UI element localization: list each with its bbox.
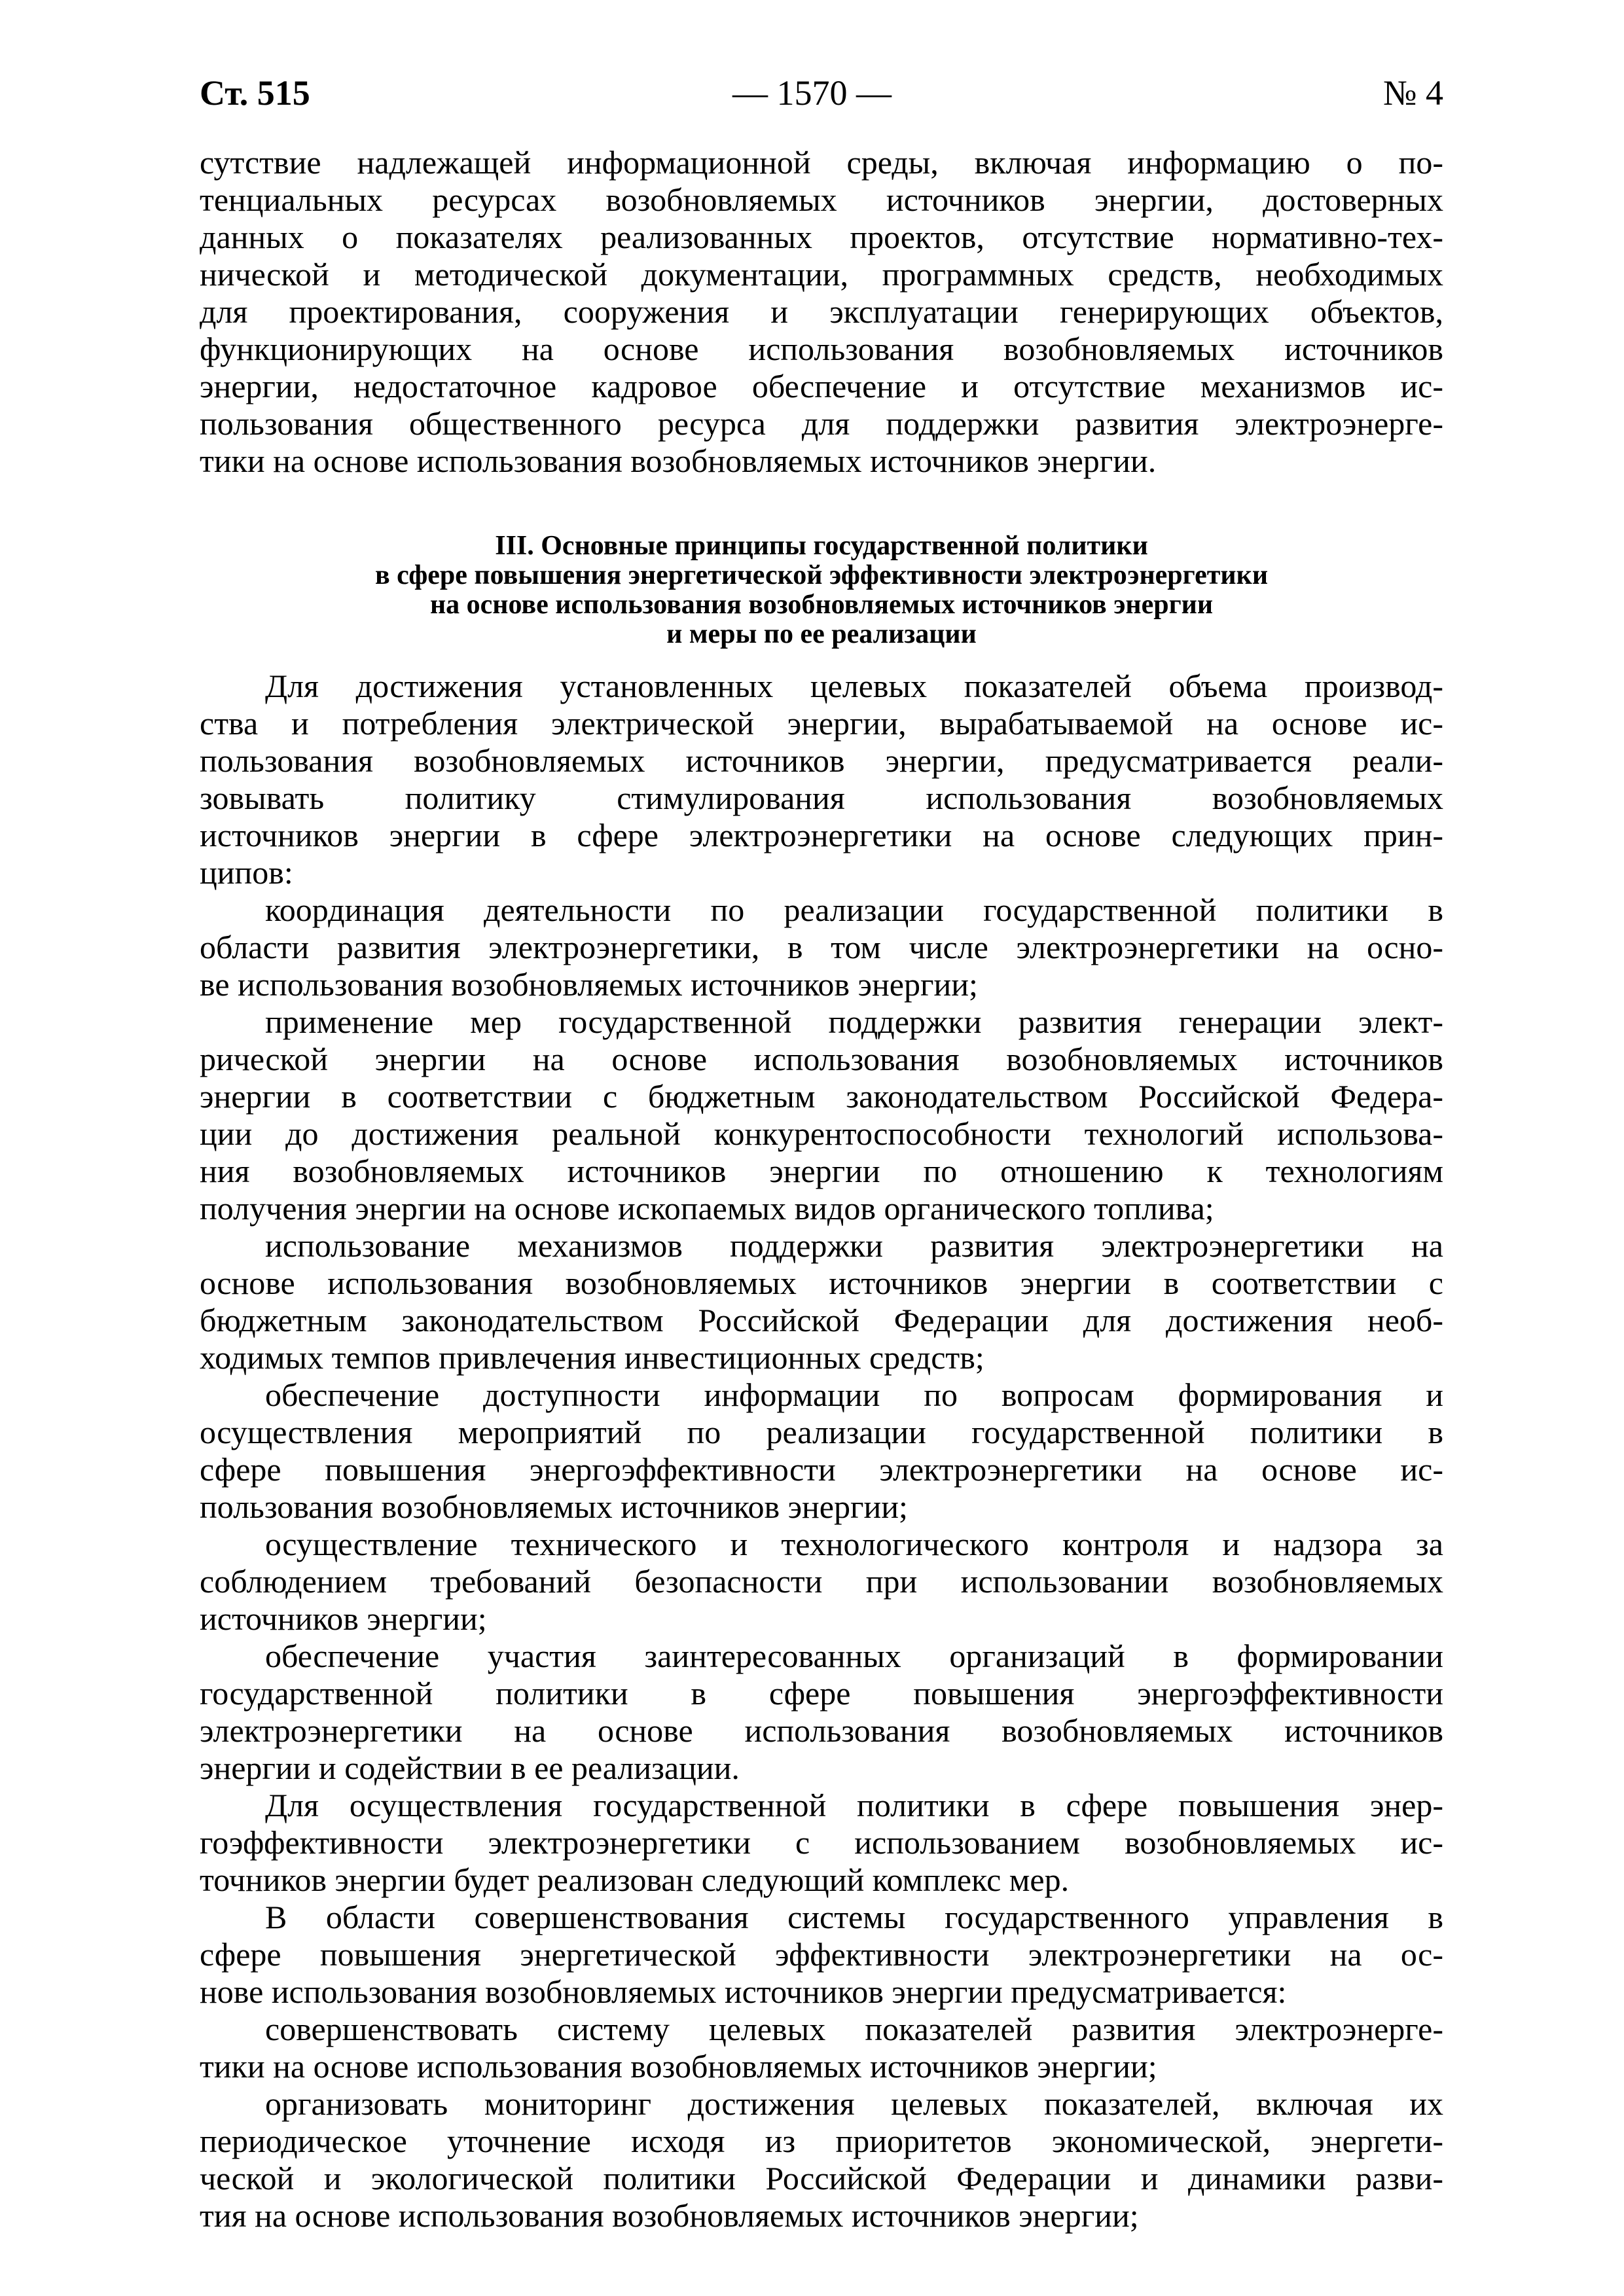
text-line: соблюдением требований безопасности при использовании возобновляемых [200, 1563, 1443, 1600]
text-line: ческой и экологической политики Российской Федерации и динамики разви- [200, 2160, 1443, 2197]
text-line: данных о показателях реализованных проектов, отсутствие нормативно-тех- [200, 219, 1443, 255]
text-line: осуществления мероприятий по реализации государственной политики в [200, 1414, 1443, 1450]
text-line: государственной политики в сфере повышения энергоэффективности [200, 1675, 1443, 1712]
text-line: ства и потребления электрической энергии, вырабатываемой на основе ис- [200, 705, 1443, 742]
continued-paragraph [200, 144, 1443, 480]
text-line: энергии и содействии в ее реализации. [200, 1749, 740, 1786]
text-line: энергии, недостаточное кадровое обеспечение и отсутствие механизмов ис- [200, 368, 1443, 404]
text-line: энергии в соответствии с бюджетным законодательством Российской Федера- [200, 1078, 1443, 1115]
text-line: координация деятельности по реализации государственной политики в [265, 891, 1443, 928]
text-line: бюджетным законодательством Российской Федерации для достижения необ- [200, 1302, 1443, 1338]
text-line: получения энергии на основе ископаемых видов органического топлива; [200, 1190, 1214, 1227]
text-line: пользования возобновляемых источников энергии; [200, 1488, 908, 1525]
text-line: ципов: [200, 854, 293, 891]
paragraph [200, 1899, 1443, 2011]
section-heading [200, 531, 1443, 649]
paragraph [200, 1376, 1443, 1526]
text-line: применение мер государственной поддержки развития генерации элект- [265, 1003, 1443, 1040]
text-line: Для достижения установленных целевых показателей объема производ- [265, 668, 1443, 704]
text-line: ве использования возобновляемых источников энергии; [200, 966, 978, 1003]
text-line: ции до достижения реальной конкурентоспособности технологий использова- [200, 1115, 1443, 1152]
paragraph [200, 891, 1443, 1003]
heading-line: III. Основные принципы государственной политики [495, 531, 1148, 561]
text-line: области развития электроэнергетики, в том числе электроэнергетики на осно- [200, 929, 1443, 965]
text-line: сфере повышения энергетической эффективности электроэнергетики на ос- [200, 1936, 1443, 1973]
text-line: ходимых темпов привлечения инвестиционных средств; [200, 1339, 984, 1376]
text-line: использование механизмов поддержки развития электроэнергетики на [265, 1227, 1443, 1264]
text-line: осуществление технического и технологического контроля и надзора за [265, 1526, 1443, 1562]
text-line: гоэффективности электроэнергетики с использованием возобновляемых ис- [200, 1824, 1443, 1861]
text-line: тенциальных ресурсах возобновляемых источников энергии, достоверных [200, 181, 1443, 218]
text-line: ния возобновляемых источников энергии по отношению к технологиям [200, 1153, 1443, 1189]
paragraph [200, 2085, 1443, 2234]
paragraph [200, 1003, 1443, 1227]
text-line: функционирующих на основе использования возобновляемых источников [200, 331, 1443, 367]
text-line: точников энергии будет реализован следующий комплекс мер. [200, 1861, 1070, 1898]
text-line: зовывать политику стимулирования использования возобновляемых [200, 780, 1443, 816]
text-line: обеспечение участия заинтересованных организаций в формировании [265, 1638, 1443, 1674]
text-line: нической и методической документации, программных средств, необходимых [200, 256, 1443, 293]
text-line: сфере повышения энергоэффективности электроэнергетики на основе ис- [200, 1451, 1443, 1488]
heading-line: на основе использования возобновляемых источников энергии [429, 590, 1214, 620]
text-line: совершенствовать систему целевых показателей развития электроэнерге- [265, 2011, 1443, 2047]
article-number: Ст. 515 [200, 73, 310, 113]
text-line: источников энергии; [200, 1600, 487, 1637]
text-line: для проектирования, сооружения и эксплуатации генерирующих объектов, [200, 293, 1443, 330]
text-line: организовать мониторинг достижения целевых показателей, включая их [265, 2085, 1443, 2122]
text-line: пользования общественного ресурса для поддержки развития электроэнерге- [200, 405, 1443, 442]
paragraph [200, 1227, 1443, 1376]
text-line: основе использования возобновляемых источников энергии в соответствии с [200, 1265, 1443, 1301]
heading-line: в сфере повышения энергетической эффективности электроэнергетики [374, 560, 1269, 590]
paragraph [200, 1787, 1443, 1899]
text-line: тия на основе использования возобновляемых источников энергии; [200, 2197, 1139, 2234]
text-line: рической энергии на основе использования возобновляемых источников [200, 1041, 1443, 1077]
text-line: обеспечение доступности информации по вопросам формирования и [265, 1376, 1443, 1413]
page-number: — 1570 — [732, 73, 892, 113]
text-line: нове использования возобновляемых источников энергии предусматривается: [200, 1973, 1287, 2010]
text-line: сутствие надлежащей информационной среды, включая информацию о по- [200, 144, 1443, 181]
text-line: пользования возобновляемых источников энергии, предусматривается реали- [200, 742, 1443, 779]
text-line: тики на основе использования возобновляемых источников энергии; [200, 2048, 1157, 2085]
text-line: тики на основе использования возобновляемых источников энергии. [200, 442, 1157, 479]
main-text [200, 668, 1443, 2234]
text-line: источников энергии в сфере электроэнергетики на основе следующих прин- [200, 817, 1443, 853]
text-line: Для осуществления государственной политики в сфере повышения энер- [265, 1787, 1443, 1823]
text-line: периодическое уточнение исходя из приоритетов экономической, энергети- [200, 2123, 1443, 2159]
text-line: В области совершенствования системы государственного управления в [265, 1899, 1443, 1935]
paragraph [200, 668, 1443, 891]
text-line: электроэнергетики на основе использования возобновляемых источников [200, 1712, 1443, 1749]
paragraph [200, 144, 1443, 480]
paragraph [200, 1526, 1443, 1638]
issue-number: № 4 [1382, 73, 1443, 113]
heading-line: и меры по ее реализации [666, 619, 977, 649]
paragraph [200, 2011, 1443, 2085]
paragraph [200, 1638, 1443, 1787]
